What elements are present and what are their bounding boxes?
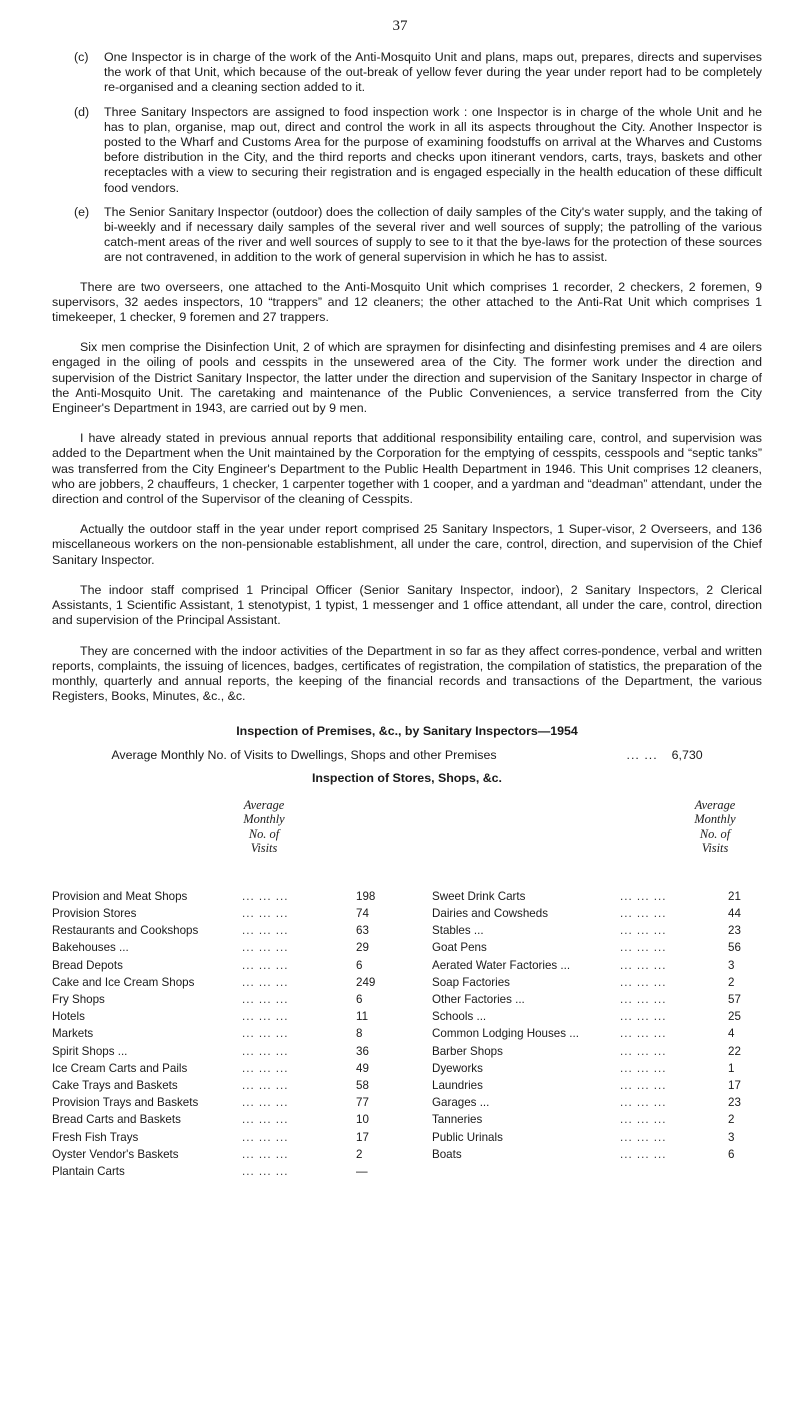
- table-row: [52, 939, 382, 956]
- row-value: 49: [356, 1061, 369, 1075]
- row-label: Garages ...: [432, 1096, 490, 1110]
- row-value: 6: [356, 993, 363, 1007]
- average-visits-label: Average Monthly No. of Visits to Dwellings, Shops and other Premises: [111, 747, 497, 762]
- row-label: Ice Cream Carts and Pails: [52, 1061, 188, 1075]
- table-row: [432, 974, 762, 991]
- row-label: Stables ...: [432, 924, 484, 938]
- row-value: 8: [356, 1027, 363, 1041]
- leader-dots: ... ... ...: [242, 1147, 289, 1161]
- row-label: Markets: [52, 1027, 94, 1041]
- leader-dots: ... ... ...: [620, 1113, 667, 1127]
- average-visits-value: 6,730: [671, 747, 703, 762]
- right-column-header: [670, 798, 760, 856]
- leader-dots: ... ... ...: [242, 924, 289, 938]
- column-header-line: No. of: [248, 826, 280, 841]
- left-rows: [52, 888, 382, 1180]
- leader-dots: ... ... ...: [620, 1147, 667, 1161]
- row-label: Cake and Ice Cream Shops: [52, 975, 195, 989]
- leader-dots: ... ... ...: [620, 1078, 667, 1092]
- table-row: [432, 1060, 762, 1077]
- leader-dots: ... ... ...: [242, 1078, 289, 1092]
- row-value: 63: [356, 924, 369, 938]
- row-label: Dyeworks: [432, 1061, 483, 1075]
- row-value: 23: [728, 924, 741, 938]
- column-header-line: No. of: [699, 826, 731, 841]
- leader-dots: ... ... ...: [242, 1010, 289, 1024]
- premises-heading: Inspection of Premises, &c., by Sanitary Inspectors—1954: [236, 724, 578, 739]
- list-item-text: One Inspector is in charge of the work of the Anti-Mosquito Unit and plans, maps out, prepares, directs and supervises the work of that Unit, which because of the out-break of yellow fever during the year under report had to be completely re-organised and a cleaning section added to it.: [104, 50, 762, 95]
- row-label: Spirit Shops ...: [52, 1044, 128, 1058]
- leader-dots: ... ... ...: [242, 993, 289, 1007]
- leader-dots: ... ... ...: [620, 1010, 667, 1024]
- row-label: Soap Factories: [432, 975, 510, 989]
- paragraph-disinfection-unit: Six men comprise the Disinfection Unit, 2 of which are spraymen for disinfecting and disinfesting premises and 4 are oilers engaged in the oiling of pools and cesspits in the unsewered area of the City. The former work under the direction and supervision of the District Sanitary Inspector, the latter under the direction and supervision of the Sanitary Inspector in charge of the Anti-Mosquito Unit. The caretaking and maintenance of the Public Conveniences, a service transferred from the City Engineer's Department in 1943, are carried out by 9 men.: [52, 340, 762, 416]
- row-label: Laundries: [432, 1078, 483, 1092]
- row-value: 36: [356, 1044, 369, 1058]
- table-row: [52, 888, 382, 905]
- leader-dots: ... ... ...: [620, 907, 667, 921]
- leader-dots: ... ... ...: [620, 941, 667, 955]
- row-value: 3: [728, 958, 735, 972]
- row-value: 25: [728, 1010, 741, 1024]
- leader-dots: ... ... ...: [620, 958, 667, 972]
- table-row: [52, 1094, 382, 1111]
- row-value: 58: [356, 1078, 369, 1092]
- row-label: Aerated Water Factories ...: [432, 958, 571, 972]
- row-label: Public Urinals: [432, 1130, 503, 1144]
- list-marker: (e): [74, 204, 90, 219]
- row-value: 2: [728, 975, 735, 989]
- row-value: 29: [356, 941, 369, 955]
- table-row: [432, 922, 762, 939]
- table-row: [432, 1008, 762, 1025]
- row-label: Other Factories ...: [432, 993, 525, 1007]
- row-label: Schools ...: [432, 1010, 487, 1024]
- row-label: Provision Stores: [52, 907, 137, 921]
- table-row: [432, 1025, 762, 1042]
- row-value: 6: [356, 958, 363, 972]
- table-row: [52, 1077, 382, 1094]
- leader-dots: ... ... ...: [620, 924, 667, 938]
- row-value: 249: [356, 975, 376, 989]
- leader-dots: ... ... ...: [242, 1130, 289, 1144]
- stores-table: [52, 798, 762, 1198]
- leader-dots: ... ... ...: [620, 975, 667, 989]
- row-label: Provision Trays and Baskets: [52, 1096, 199, 1110]
- leader-dots: ... ...: [626, 747, 658, 762]
- row-value: 2: [728, 1113, 735, 1127]
- table-row: [432, 905, 762, 922]
- table-row: [432, 1077, 762, 1094]
- column-header-line: Average: [243, 797, 285, 812]
- table-row: [52, 1129, 382, 1146]
- row-value: —: [356, 1164, 368, 1178]
- row-value: 6: [728, 1147, 735, 1161]
- table-row: [432, 991, 762, 1008]
- leader-dots: ... ... ...: [242, 907, 289, 921]
- table-row: [52, 957, 382, 974]
- table-row: [52, 922, 382, 939]
- paragraph-cesspits-unit: I have already stated in previous annual reports that additional responsibility entailing care, control, and supervision was added to the Department when the Unit maintained by the Corporation for the emptying of cesspits, cesspools and “septic tanks” was transferred from the City Engineer's Department to the Public Health Department in 1946. This Unit comprises 12 cleaners, who are jobbers, 2 chauffeurs, 1 checker, 1 carpenter together with 1 cooper, and a yardman and “deadman” attendant, under the direction and control of the Supervisor of the cleaning of Cesspits.: [52, 431, 762, 507]
- row-value: 77: [356, 1096, 369, 1110]
- column-header-line: Monthly: [694, 812, 736, 827]
- list-marker: (d): [74, 104, 90, 119]
- column-header-line: Visits: [250, 841, 278, 856]
- table-row: [432, 1146, 762, 1163]
- row-value: 198: [356, 889, 376, 903]
- table-row: [52, 1060, 382, 1077]
- leader-dots: ... ... ...: [242, 1027, 289, 1041]
- column-header-line: Average: [694, 797, 736, 812]
- table-row: [52, 1025, 382, 1042]
- paragraph-overseers: There are two overseers, one attached to the Anti-Mosquito Unit which comprises 1 recorder, 2 checkers, 2 foremen, 9 supervisors, 32 aedes inspectors, 10 “trappers” and 12 cleaners; the other attached to the Anti-Rat Unit which comprises 1 timekeeper, 1 checker, 9 foremen and 27 trappers.: [52, 279, 762, 325]
- leader-dots: ... ... ...: [620, 889, 667, 903]
- table-row: [52, 1163, 382, 1180]
- row-label: Provision and Meat Shops: [52, 889, 188, 903]
- row-label: Restaurants and Cookshops: [52, 924, 199, 938]
- list-item-d: [52, 105, 762, 196]
- leader-dots: ... ... ...: [620, 1061, 667, 1075]
- row-label: Sweet Drink Carts: [432, 889, 526, 903]
- row-label: Goat Pens: [432, 941, 487, 955]
- leader-dots: ... ... ...: [620, 1096, 667, 1110]
- table-row: [52, 991, 382, 1008]
- page-body: [52, 50, 762, 1198]
- page-number: 37: [392, 18, 408, 34]
- row-value: 17: [728, 1078, 741, 1092]
- row-value: 11: [356, 1010, 369, 1024]
- row-label: Tanneries: [432, 1113, 483, 1127]
- row-label: Barber Shops: [432, 1044, 503, 1058]
- table-row: [432, 1129, 762, 1146]
- list-item-text: The Senior Sanitary Inspector (outdoor) does the collection of daily samples of the City's water supply, and the taking of bi-weekly and if necessary daily samples of the several river and well sources of supply; the patrolling of the various catch-ment areas of the river and well sources of supply to see to it that the bye-laws for the protection of these sources are not contravened, in addition to the work of general supervision in which he has to assist.: [104, 204, 762, 265]
- paragraph-outdoor-staff: Actually the outdoor staff in the year under report comprised 25 Sanitary Inspectors, 1 Super-visor, 2 Overseers, and 136 miscellaneous workers on the non-pensionable establishment, all under the care, control, direction, and supervision of the Chief Sanitary Inspector.: [52, 522, 762, 567]
- leader-dots: ... ... ...: [620, 1027, 667, 1041]
- row-value: 57: [728, 993, 741, 1007]
- leader-dots: ... ... ...: [242, 975, 289, 989]
- row-value: 21: [728, 889, 741, 903]
- table-row: [432, 939, 762, 956]
- row-value: 23: [728, 1096, 741, 1110]
- leader-dots: ... ... ...: [242, 941, 289, 955]
- row-value: 74: [356, 907, 369, 921]
- row-label: Plantain Carts: [52, 1164, 125, 1178]
- row-label: Hotels: [52, 1010, 85, 1024]
- left-column-header: [219, 798, 309, 856]
- table-row: [52, 1008, 382, 1025]
- row-label: Bread Depots: [52, 958, 123, 972]
- table-row: [432, 957, 762, 974]
- row-label: Fresh Fish Trays: [52, 1130, 139, 1144]
- table-row: [432, 1043, 762, 1060]
- row-value: 3: [728, 1130, 735, 1144]
- paragraph-indoor-activities: They are concerned with the indoor activities of the Department in so far as they affect corres-pondence, verbal and written reports, complaints, the issuing of licences, badges, certificates of registration, the compilation of statistics, the preparation of the monthly, quarterly and annual reports, the keeping of the financial records and transactions of the Department, the various Registers, Books, Minutes, &c., &c.: [52, 643, 762, 704]
- list-marker: (c): [74, 50, 89, 64]
- row-label: Common Lodging Houses ...: [432, 1027, 579, 1041]
- row-value: 17: [356, 1130, 369, 1144]
- leader-dots: ... ... ...: [242, 958, 289, 972]
- table-row: [52, 1111, 382, 1128]
- row-value: 22: [728, 1044, 741, 1058]
- table-row: [52, 974, 382, 991]
- row-value: 44: [728, 907, 741, 921]
- row-label: Cake Trays and Baskets: [52, 1078, 178, 1092]
- row-value: 4: [728, 1027, 735, 1041]
- leader-dots: ... ... ...: [242, 1061, 289, 1075]
- row-label: Oyster Vendor's Baskets: [52, 1147, 179, 1161]
- table-row: [432, 1094, 762, 1111]
- leader-dots: ... ... ...: [620, 993, 667, 1007]
- row-label: Fry Shops: [52, 993, 105, 1007]
- leader-dots: ... ... ...: [620, 1044, 667, 1058]
- average-visits-line: [52, 748, 762, 763]
- leader-dots: ... ... ...: [242, 889, 289, 903]
- leader-dots: ... ... ...: [242, 1096, 289, 1110]
- row-label: Dairies and Cowsheds: [432, 907, 548, 921]
- leader-dots: ... ... ...: [242, 1044, 289, 1058]
- row-label: Bakehouses ...: [52, 941, 129, 955]
- row-label: Boats: [432, 1147, 462, 1161]
- column-header-line: Monthly: [243, 812, 285, 827]
- row-value: 10: [356, 1113, 369, 1127]
- row-label: Bread Carts and Baskets: [52, 1113, 181, 1127]
- paragraph-indoor-staff: The indoor staff comprised 1 Principal Officer (Senior Sanitary Inspector, indoor), 2 Sanitary Inspectors, 2 Clerical Assistants, 1 Scientific Assistant, 1 stenotypist, 1 typist, 1 messenger and 1 office attendant, all under the care, control, direction and supervision of the Principal Assistant.: [52, 582, 762, 628]
- list-item-c: [52, 50, 762, 96]
- table-row: [432, 888, 762, 905]
- row-value: 1: [728, 1061, 735, 1075]
- leader-dots: ... ... ...: [242, 1113, 289, 1127]
- right-rows: [432, 888, 762, 1163]
- table-row: [52, 1043, 382, 1060]
- row-value: 56: [728, 941, 741, 955]
- leader-dots: ... ... ...: [242, 1164, 289, 1178]
- leader-dots: ... ... ...: [620, 1130, 667, 1144]
- table-row: [432, 1111, 762, 1128]
- list-item-e: [52, 205, 762, 266]
- table-row: [52, 905, 382, 922]
- row-value: 2: [356, 1147, 363, 1161]
- list-item-text: Three Sanitary Inspectors are assigned to food inspection work : one Inspector is in charge of the whole Unit and he has to plan, organise, map out, direct and control the work in all its aspects throughout the City. Another Inspector is posted to the Wharf and Customs Area for the purpose of examining foodstuffs on arrival at the Wharves and Customs before distribution in the City, and the third reports and checks upon itinerant vendors, carts, trays, baskets and other receptacles with a view to securing their registration and is engaged especially in the health education of these difficult food vendors.: [104, 104, 762, 195]
- table-row: [52, 1146, 382, 1163]
- stores-heading: Inspection of Stores, Shops, &c.: [311, 770, 503, 785]
- column-header-line: Visits: [701, 841, 729, 856]
